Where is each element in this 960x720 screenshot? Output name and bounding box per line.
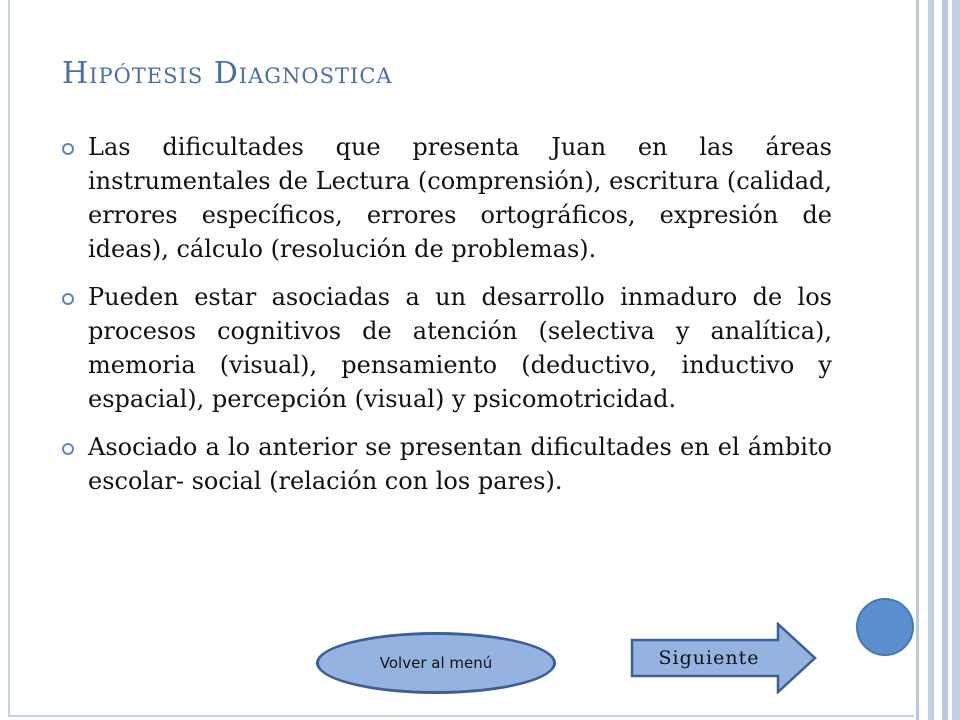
bullet-item bbox=[62, 280, 832, 416]
bullet-list bbox=[62, 130, 832, 512]
ring-bullet-icon bbox=[62, 293, 74, 305]
bullet-text: Asociado a lo anterior se presentan dificultades en el ámbito escolar- social (relación con los pares). bbox=[88, 433, 832, 495]
ring-bullet-icon bbox=[62, 443, 74, 455]
decorative-circle bbox=[856, 598, 914, 656]
bullet-item bbox=[62, 430, 832, 498]
back-to-menu-button[interactable] bbox=[316, 632, 556, 694]
back-to-menu-label: Volver al menú bbox=[379, 654, 493, 672]
next-button[interactable] bbox=[628, 622, 818, 694]
ring-bullet-icon bbox=[62, 143, 74, 155]
decorative-stripes bbox=[914, 0, 960, 720]
bullet-item bbox=[62, 130, 832, 266]
bullet-text: Pueden estar asociadas a un desarrollo inmaduro de los procesos cognitivos de atención (selectiva y analítica), memoria (visual), pensamiento (deductivo, inductivo y espacial), percepción (visual) y psicomotricidad. bbox=[88, 283, 832, 413]
bullet-text: Las dificultades que presenta Juan en las áreas instrumentales de Lectura (comprensión), escritura (calidad, errores específicos, errores ortográficos, expresión de ideas), cálculo (resolución de problemas). bbox=[88, 133, 832, 263]
slide-title: Hipótesis Diagnostica bbox=[62, 56, 393, 91]
next-label: Siguiente bbox=[658, 647, 760, 669]
